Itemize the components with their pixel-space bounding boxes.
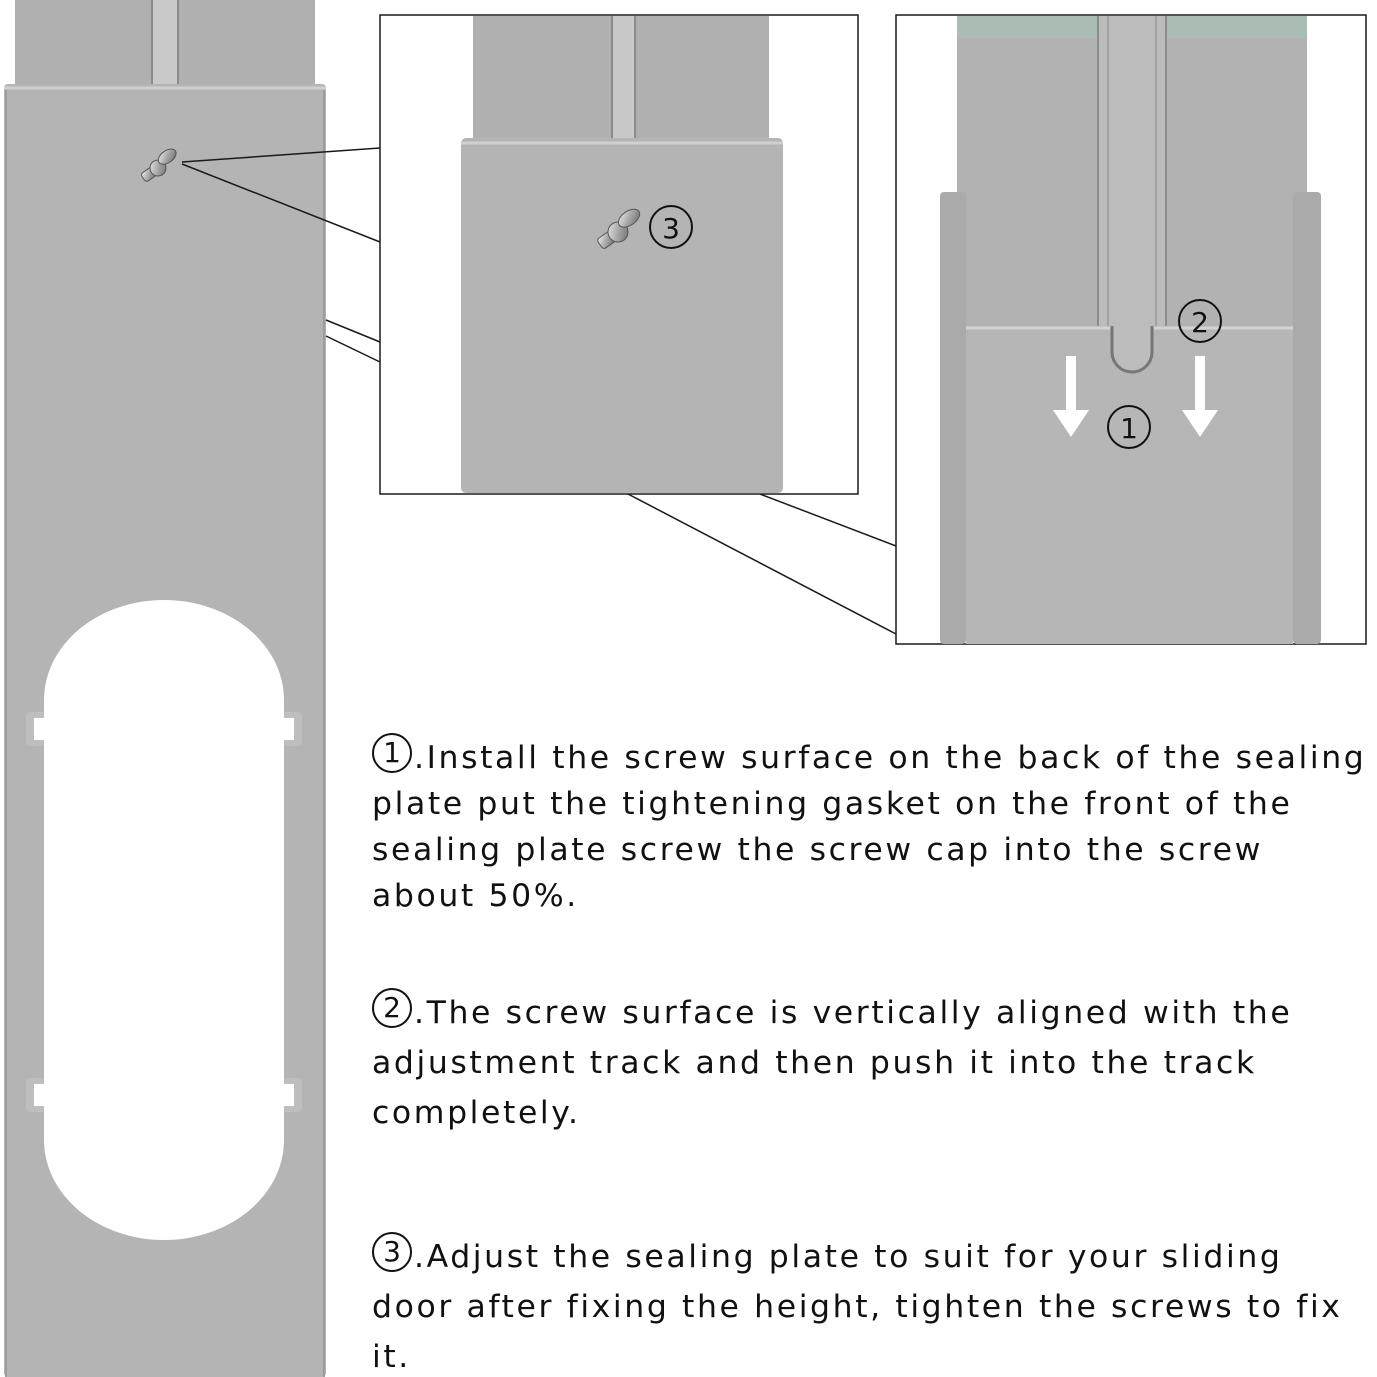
step-2-marker-label: 2 [1191, 306, 1209, 339]
instruction-step-2 [372, 988, 1372, 1138]
sealing-plate [4, 0, 326, 1377]
step-text: .Adjust the sealing plate to suit for your sliding door after fixing the height, tighten the screws to fix it. [372, 1239, 1343, 1375]
vent-opening [26, 600, 302, 1240]
step-number: 1 [372, 733, 412, 773]
step-1-marker-label: 1 [1120, 412, 1138, 445]
step-3-marker-label: 3 [662, 212, 680, 245]
step-text: .Install the screw surface on the back of the sealing plate put the tightening gasket on the front of the sealing plate screw the screw cap into the screw about 50%. [372, 740, 1367, 914]
step-number: 3 [372, 1232, 412, 1272]
instruction-step-1 [372, 733, 1372, 919]
instruction-step-3 [372, 1232, 1372, 1377]
step-text: .The screw surface is vertically aligned with the adjustment track and then push it into the track completely. [372, 995, 1293, 1131]
step-number: 2 [372, 988, 412, 1028]
zoom-panel-screw [380, 15, 858, 494]
zoom-panel-track [896, 15, 1366, 644]
